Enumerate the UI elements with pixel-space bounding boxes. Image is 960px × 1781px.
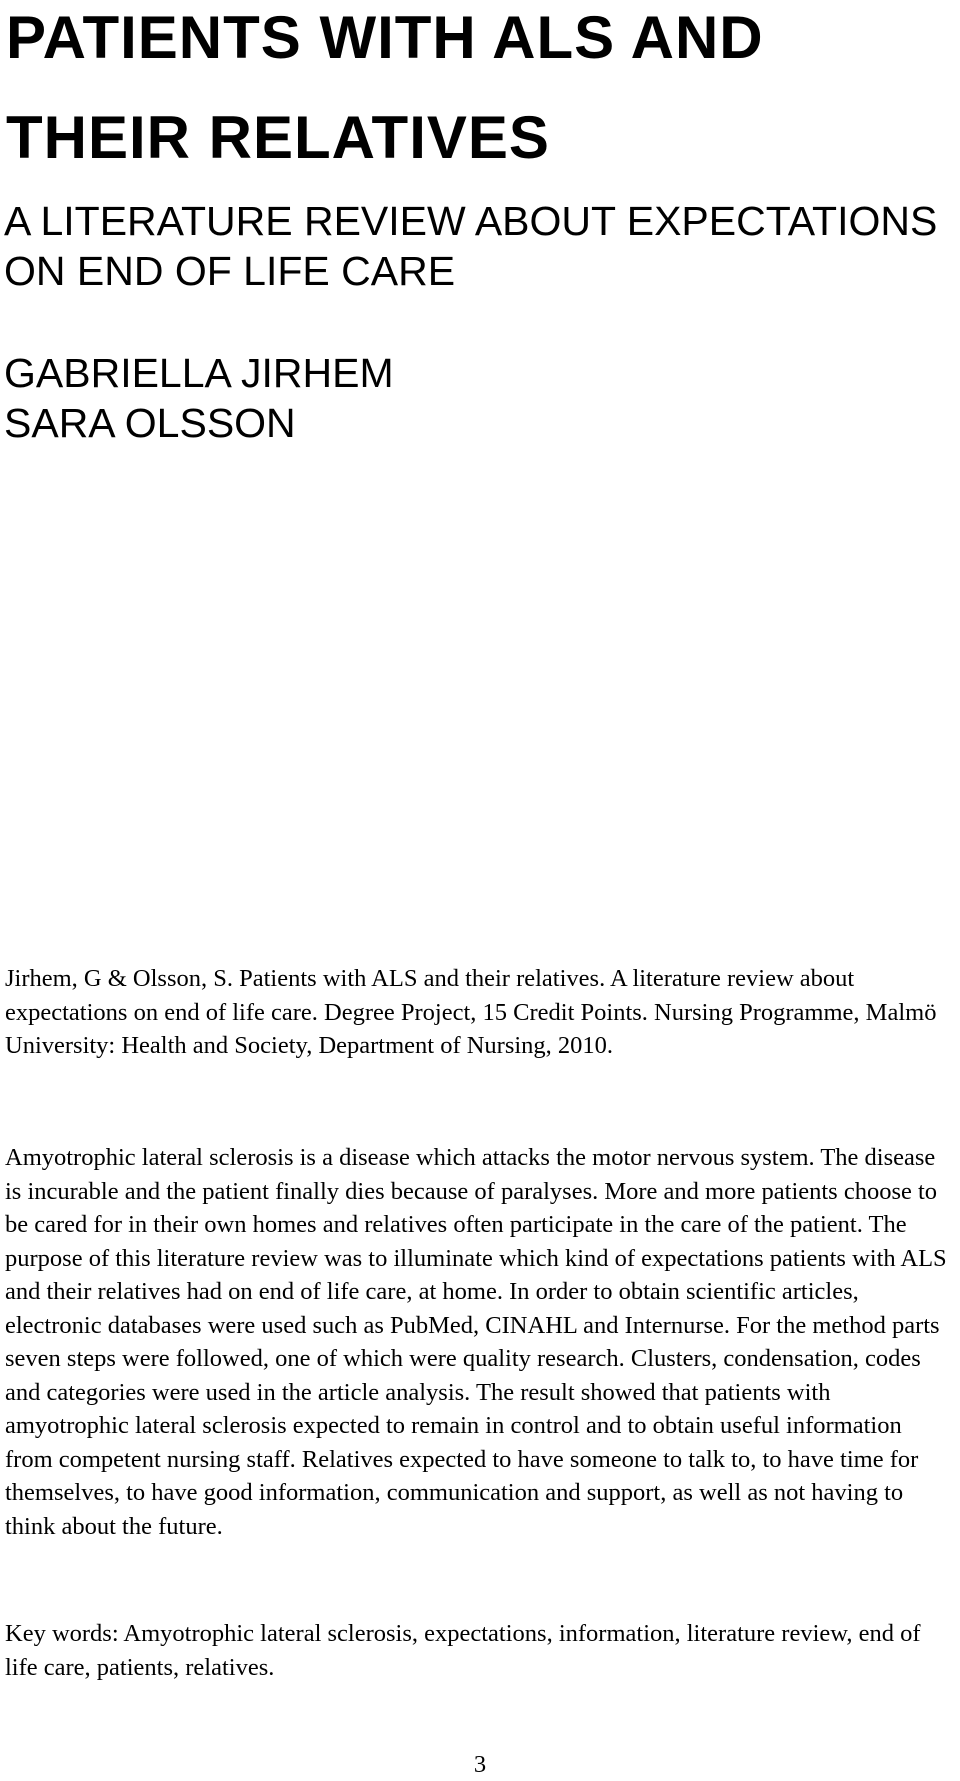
document-title: PATIENTS WITH ALS AND THEIR RELATIVES bbox=[6, 4, 764, 171]
page-number: 3 bbox=[473, 1751, 487, 1778]
document-subtitle: A LITERATURE REVIEW ABOUT EXPECTATIONS ON END OF LIFE CARE bbox=[4, 198, 938, 294]
keywords-paragraph: Key words: Amyotrophic lateral sclerosis, expectations, information, literature review, end of life care, patients, relatives. bbox=[5, 1620, 921, 1681]
citation-paragraph: Jirhem, G & Olsson, S. Patients with ALS and their relatives. A literature review about expectations on end of life care. Degree Project, 15 Credit Points. Nursing Programme, Malmö University: Health and Society, Department of Nursing, 2010. bbox=[5, 965, 937, 1059]
author-name: GABRIELLA JIRHEM bbox=[4, 350, 394, 396]
authors-block bbox=[4, 348, 954, 448]
abstract-paragraph: Amyotrophic lateral sclerosis is a disease which attacks the motor nervous system. The disease is incurable and the patient finally dies because of paralyses. More and more patients choose to be cared for in their own homes and relatives often participate in the care of the patient. The purpose of this literature review was to illuminate which kind of expectations patients with ALS and their relatives had on end of life care, at home. In order to obtain scientific articles, electronic databases were used such as PubMed, CINAHL and Internurse. For the method parts seven steps were followed, one of which were quality research. Clusters, condensation, codes and categories were used in the article analysis. The result showed that patients with amyotrophic lateral sclerosis expected to remain in control and to obtain useful information from competent nursing staff. Relatives expected to have someone to talk to, to have time for themselves, to have good information, communication and support, as well as not having to think about the future. bbox=[5, 1144, 947, 1540]
author-name: SARA OLSSON bbox=[4, 400, 296, 446]
